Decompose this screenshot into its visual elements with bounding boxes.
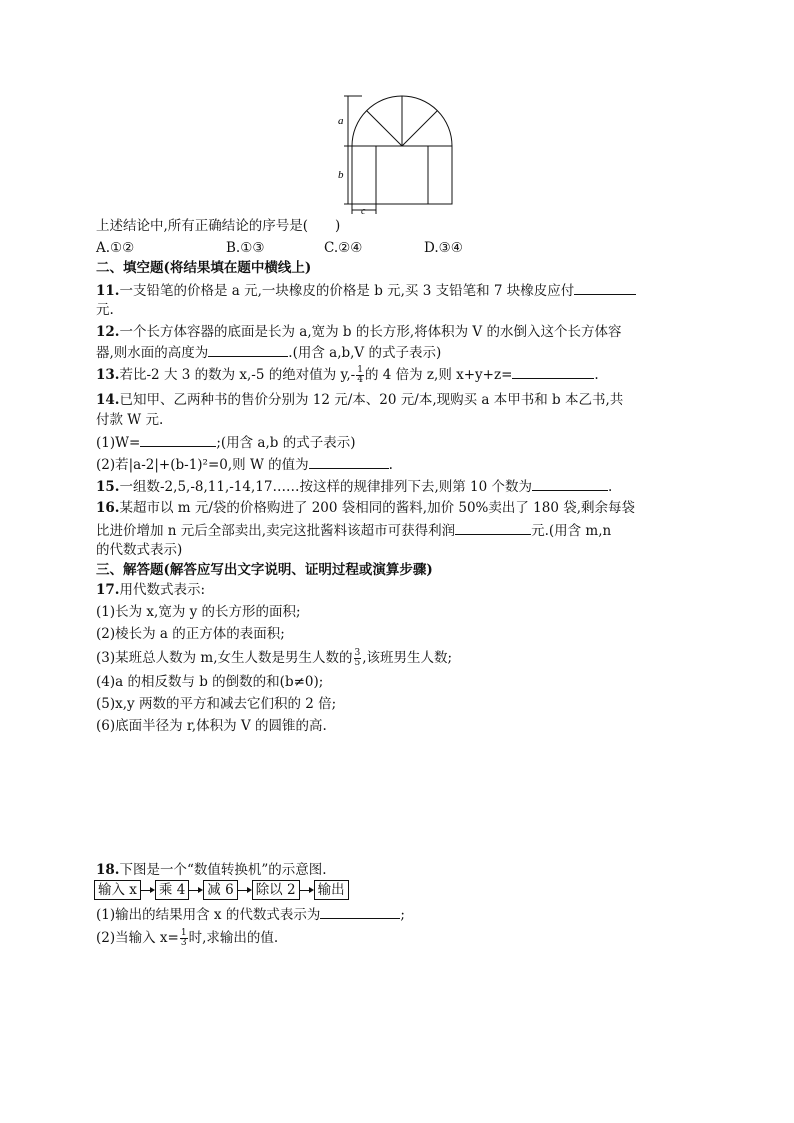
arch-figure xyxy=(332,92,462,222)
q14-sub2 xyxy=(96,454,393,475)
q17-sub6: (6)底面半径为 r,体积为 V 的圆锥的高. xyxy=(96,718,327,734)
q15-end: . xyxy=(608,479,613,495)
arrow-right-icon xyxy=(189,881,203,899)
q17-sub3-b: ,该班男生人数; xyxy=(362,650,453,666)
q13-end: . xyxy=(594,367,599,383)
q18-sub2 xyxy=(96,928,278,948)
flow-box-divide: 除以 2 xyxy=(252,880,300,900)
q15-answer-blank[interactable] xyxy=(532,476,608,491)
label-b: b xyxy=(338,169,344,181)
q13-text-1: 若比-2 大 3 的数为 x,-5 的绝对值为 y,- xyxy=(119,367,356,383)
q10-options xyxy=(96,238,463,258)
q18-stem-line xyxy=(96,860,327,880)
q17-sub5: (5)x,y 两数的平方和减去它们积的 2 倍; xyxy=(96,696,337,712)
arrow-right-icon xyxy=(238,881,252,899)
q15-line xyxy=(96,476,612,497)
q13-line xyxy=(96,364,599,385)
label-a: a xyxy=(338,115,344,127)
q13-answer-blank[interactable] xyxy=(512,364,594,379)
q11-line1 xyxy=(96,280,636,301)
q12-text-2b: .(用含 a,b,V 的式子表示) xyxy=(288,345,442,361)
option-b: B.①③ xyxy=(226,240,265,256)
q16-line3: 的代数式表示) xyxy=(96,542,183,558)
q18-frac-num: 1 xyxy=(180,928,187,938)
q18-fraction xyxy=(180,929,188,948)
q18-stem: 下图是一个“数值转换机”的示意图. xyxy=(119,862,327,878)
q17-fraction xyxy=(354,649,362,668)
arrow-right-icon xyxy=(141,881,155,899)
q15-text: 一组数-2,5,-8,11,-14,17……按这样的规律排列下去,则第 10 个数为 xyxy=(119,479,532,495)
q18-sub1-a: (1)输出的结果用含 x 的代数式表示为 xyxy=(96,907,321,923)
q13-text-2: 的 4 倍为 z,则 x+y+z= xyxy=(364,367,513,383)
q18-sub2-a: (2)当输入 x= xyxy=(96,930,179,946)
q14-line1 xyxy=(96,390,623,410)
q18-sub1 xyxy=(96,904,405,925)
q17-frac-den: 5 xyxy=(354,658,361,668)
q13-fraction xyxy=(356,366,364,385)
option-d: D.③④ xyxy=(424,240,463,256)
q17-sub4: (4)a 的相反数与 b 的倒数的和(b≠0); xyxy=(96,674,324,690)
option-a: A.①② xyxy=(96,240,135,256)
flow-box-output: 输出 xyxy=(314,880,349,900)
q17-frac-num: 3 xyxy=(354,648,361,658)
arrow-right-icon xyxy=(300,881,314,899)
q14-line2: 付款 W 元. xyxy=(96,412,164,428)
q17-sub3-a: (3)某班总人数为 m,女生人数是男生人数的 xyxy=(96,650,353,666)
q13-number: 13. xyxy=(96,367,120,383)
flow-box-input: 输入 x xyxy=(94,880,141,900)
q12-text: 一个长方体容器的底面是长为 a,宽为 b 的长方形,将体积为 V 的水倒入这个长方体容 xyxy=(119,324,622,340)
q18-number: 18. xyxy=(96,862,120,878)
q17-sub3 xyxy=(96,648,452,668)
q16-text-2a: 比进价增加 n 元后全部卖出,卖完这批酱料该超市可获得利润 xyxy=(96,523,456,539)
q12-line2 xyxy=(96,342,441,363)
section3-heading: 三、解答题(解答应写出文字说明、证明过程或演算步骤) xyxy=(96,562,433,578)
q18-frac-den: 3 xyxy=(180,938,187,948)
q12-text-2a: 器,则水面的高度为 xyxy=(96,345,209,361)
option-c: C.②④ xyxy=(324,240,363,256)
q14-number: 14. xyxy=(96,392,120,408)
q11-answer-blank[interactable] xyxy=(574,280,636,295)
q14-text: 已知甲、乙两种书的售价分别为 12 元/本、20 元/本,现购买 a 本甲书和 b 本乙书,共 xyxy=(119,392,624,408)
q14-sub1 xyxy=(96,432,355,453)
conversion-flowchart xyxy=(94,880,349,900)
q14-sub1-a: (1)W= xyxy=(96,435,141,451)
q15-number: 15. xyxy=(96,479,120,495)
q16-line2 xyxy=(96,520,611,541)
q16-text-2b: 元.(用含 m,n xyxy=(531,523,612,539)
q16-answer-blank[interactable] xyxy=(455,520,531,535)
q12-answer-blank[interactable] xyxy=(208,342,288,357)
q11-number: 11. xyxy=(96,283,120,299)
q11-line2: 元. xyxy=(96,302,114,318)
q16-text-1: 某超市以 m 元/袋的价格购进了 200 袋相同的酱料,加价 50%卖出了 180 袋,剩余每袋 xyxy=(119,500,636,516)
q18-sub1-b: ; xyxy=(400,907,405,923)
arch-diagram xyxy=(332,92,462,222)
q14-sub2-blank[interactable] xyxy=(309,454,389,469)
q16-line1 xyxy=(96,498,635,518)
q17-sub1: (1)长为 x,宽为 y 的长方形的面积; xyxy=(96,604,301,620)
q17-stem: 用代数式表示: xyxy=(119,582,206,598)
q14-sub2-b: . xyxy=(388,457,393,473)
q14-sub1-b: ;(用含 a,b 的式子表示) xyxy=(216,435,356,451)
q18-sub1-blank[interactable] xyxy=(320,904,400,919)
q18-sub2-b: 时,求输出的值. xyxy=(188,930,279,946)
label-c: c xyxy=(361,206,366,217)
section2-heading: 二、填空题(将结果填在题中横线上) xyxy=(96,260,312,276)
q12-number: 12. xyxy=(96,324,120,340)
q11-text: 一支铅笔的价格是 a 元,一块橡皮的价格是 b 元,买 3 支铅笔和 7 块橡皮应付 xyxy=(119,283,575,299)
q14-sub2-a: (2)若|a-2|+(b-1)²=0,则 W 的值为 xyxy=(96,457,309,473)
q16-number: 16. xyxy=(96,500,120,516)
q17-stem-line xyxy=(96,580,205,600)
q10-stem: 上述结论中,所有正确结论的序号是( ) xyxy=(96,218,341,234)
flow-box-multiply: 乘 4 xyxy=(155,880,189,900)
q12-line1 xyxy=(96,322,621,342)
q14-sub1-blank[interactable] xyxy=(140,432,216,447)
q13-frac-num: 1 xyxy=(357,365,363,375)
q17-sub2: (2)棱长为 a 的正方体的表面积; xyxy=(96,626,285,642)
q13-frac-den: 4 xyxy=(357,375,363,385)
flow-box-subtract: 减 6 xyxy=(203,880,237,900)
q17-number: 17. xyxy=(96,582,120,598)
